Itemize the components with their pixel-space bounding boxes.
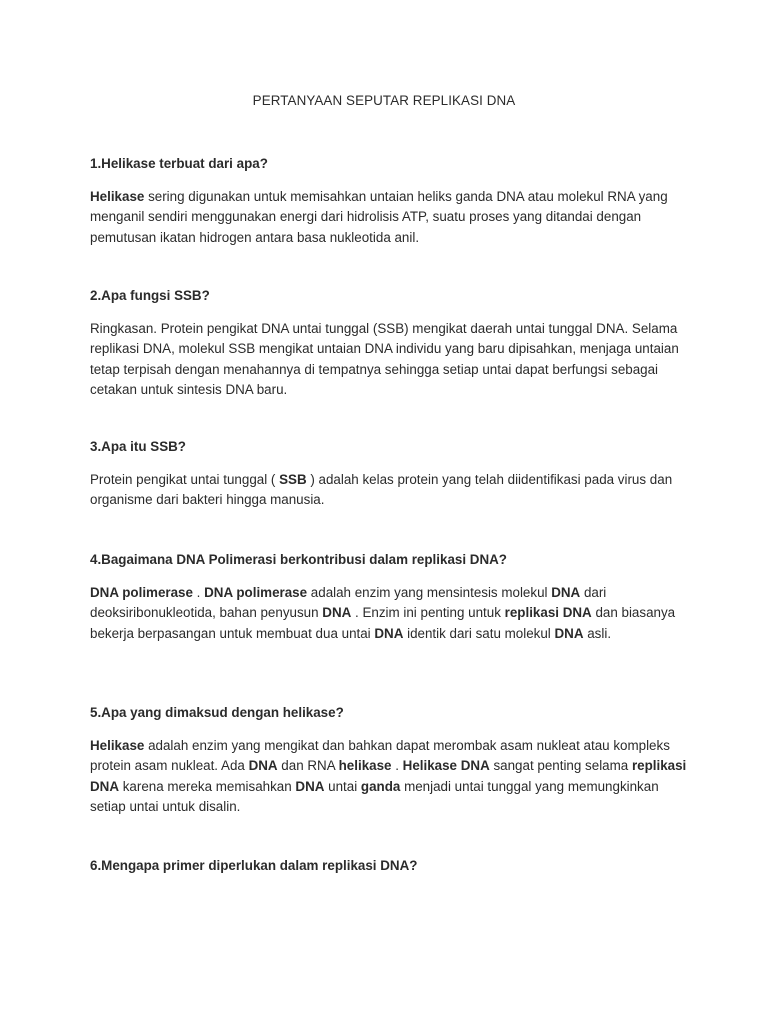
answer-1 <box>90 187 690 249</box>
answer-4-run-10: DNA <box>374 625 404 641</box>
answer-5-run-2: DNA <box>248 758 278 773</box>
answer-4-run-1: . <box>192 584 205 600</box>
question-6: 6.Mengapa primer diperlukan dalam replikasi DNA? <box>90 858 418 873</box>
answer-5-run-11: untai <box>324 778 361 794</box>
answer-1-run-1: sering digunakan untuk memisahkan untaian heliks ganda DNA atau molekul RNA yang menganil sendiri menggunakan energi dari hidrolisis ATP, suatu proses yang ditandai dengan pemutusan ikatan hidrogen antara basa nukleotida anil. <box>90 188 668 245</box>
answer-5-run-5: . <box>391 758 403 773</box>
answer-5-run-12: ganda <box>360 778 401 794</box>
answer-5-run-10: DNA <box>295 778 325 794</box>
answer-3-run-2: ) adalah kelas protein yang telah diidentifikasi pada virus dan organisme dari bakteri hingga manusia. <box>90 471 673 507</box>
answer-4 <box>90 583 690 645</box>
qa-item-3 <box>90 437 690 511</box>
answer-4-run-5: dari deoksiribonukleotida, bahan penyusun <box>90 584 607 620</box>
answer-5-run-0: Helikase <box>90 737 145 753</box>
answer-5-run-9: karena mereka memisahkan <box>119 778 296 794</box>
answer-4-run-0: DNA polimerase <box>90 584 193 600</box>
answer-4-run-12: DNA <box>554 625 584 641</box>
answer-5 <box>90 736 690 818</box>
answer-5-run-8: replikasi DNA <box>90 758 687 794</box>
qa-item-5 <box>90 703 690 818</box>
qa-item-6 <box>90 856 690 877</box>
qa-item-4 <box>90 550 690 644</box>
answer-5-run-7: sangat penting selama <box>489 758 632 773</box>
answer-4-run-3: adalah enzim yang mensintesis molekul <box>307 584 552 600</box>
question-4: 4.Bagaimana DNA Polimerasi berkontribusi dalam replikasi DNA? <box>90 552 507 567</box>
qa-item-1 <box>90 154 690 248</box>
answer-4-run-6: DNA <box>322 605 352 620</box>
answer-4-run-7: . Enzim ini penting untuk <box>351 605 505 620</box>
answer-4-run-2: DNA polimerase <box>204 584 308 600</box>
answer-2 <box>90 319 690 401</box>
answer-5-run-6: Helikase DNA <box>402 758 490 773</box>
qa-item-2 <box>90 286 690 401</box>
answer-3-run-0: Protein pengikat untai tunggal ( <box>90 471 280 487</box>
answer-3 <box>90 470 690 511</box>
answer-4-run-4: DNA <box>551 584 581 600</box>
answer-4-run-8: replikasi DNA <box>504 605 592 620</box>
answer-4-run-13: asli. <box>583 625 612 641</box>
question-5: 5.Apa yang dimaksud dengan helikase? <box>90 705 344 720</box>
answer-5-run-4: helikase <box>338 758 392 773</box>
answer-5-run-1: adalah enzim yang mengikat dan bahkan dapat merombak asam nukleat atau kompleks protein asam nukleat. Ada <box>90 737 670 773</box>
answer-5-run-13: menjadi untai tunggal yang memungkinkan setiap untai untuk disalin. <box>90 778 659 814</box>
answer-1-run-0: Helikase <box>90 188 145 204</box>
answer-4-run-9: dan biasanya bekerja berpasangan untuk membuat dua untai <box>90 605 676 641</box>
question-3: 3.Apa itu SSB? <box>90 439 186 454</box>
question-1: 1.Helikase terbuat dari apa? <box>90 156 268 171</box>
document-title: PERTANYAAN SEPUTAR REPLIKASI DNA <box>252 93 516 108</box>
answer-4-run-11: identik dari satu molekul <box>403 625 555 641</box>
answer-5-run-3: dan RNA <box>277 758 339 773</box>
answer-3-run-1: SSB <box>279 471 307 487</box>
question-2: 2.Apa fungsi SSB? <box>90 288 210 303</box>
answer-2-run-0: Ringkasan. Protein pengikat DNA untai tunggal (SSB) mengikat daerah untai tunggal DNA. Selama replikasi DNA, molekul SSB mengikat untaian DNA individu yang baru dipisahkan, menjaga untaian tetap terpisah dengan menahannya di tempatnya sehingga setiap untai dapat berfungsi sebagai cetakan untuk sintesis DNA baru. <box>90 320 679 397</box>
